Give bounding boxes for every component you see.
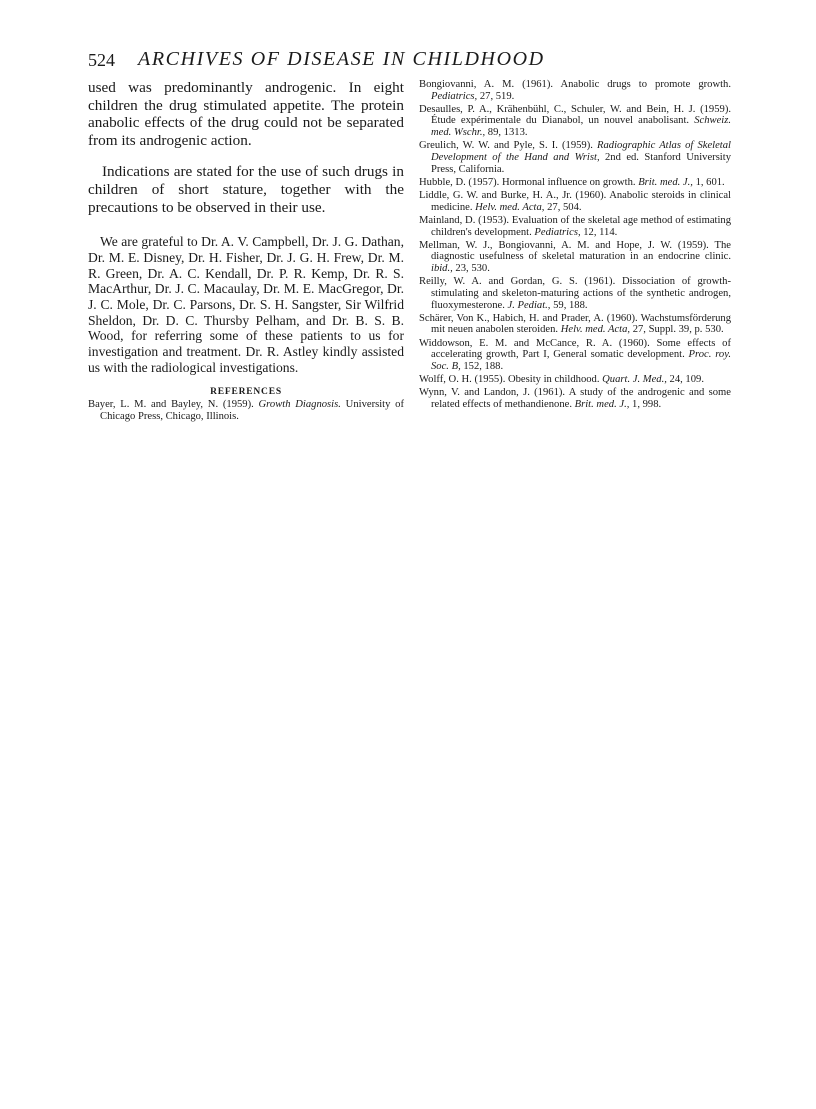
reference-item: Schärer, Von K., Habich, H. and Prader, A. (1960). Wachstumsförderung mit neuen anabolen steroiden. Helv. med. Acta, 27, Suppl. 39, p. 530. [419, 312, 731, 336]
reference-item: Widdowson, E. M. and McCance, R. A. (1960). Some effects of accelerating growth, Part I, General somatic development. Proc. roy. Soc. B, 152, 188. [419, 337, 731, 372]
reference-item: Hubble, D. (1957). Hormonal influence on growth. Brit. med. J., 1, 601. [419, 176, 725, 188]
reference-list-left [88, 399, 404, 421]
reference-item: Wynn, V. and Landon, J. (1961). A study of the androgenic and some related effects of methandienone. Brit. med. J., 1, 998. [419, 387, 731, 410]
body-paragraph: Indications are stated for the use of such drugs in children of short stature, together with the precautions to be observed in their use. [88, 163, 404, 216]
reference-item: Bongiovanni, A. M. (1961). Anabolic drugs to promote growth. Pediatrics, 27, 519. [419, 79, 731, 102]
left-column [88, 79, 404, 423]
acknowledgment-paragraph: We are grateful to Dr. A. V. Campbell, Dr. J. G. Dathan, Dr. M. E. Disney, Dr. H. Fisher, Dr. J. G. H. Frew, Dr. M. R. Green, Dr. A. C. Kendall, Dr. P. R. Kemp, Dr. R. S. MacArthur, Dr. J. C. Macaulay, Dr. M. E. MacGregor, Dr. J. C. Mole, Dr. C. Parsons, Dr. S. H. Sangster, Sir Wilfrid Sheldon, Dr. D. C. Thursby Pelham, and Dr. B. S. B. Wood, for referring some of these patients to us for investigation and treatment. Dr. R. Astley kindly assisted us with the radiological investigations. [88, 234, 404, 375]
reference-item: Desaulles, P. A., Krähenbühl, C., Schuler, W. and Bein, H. J. (1959). Étude expérimentale du Dianabol, un nouvel anabolisant. Schweiz. med. Wschr., 89, 1313. [419, 103, 731, 139]
reference-item: Liddle, G. W. and Burke, H. A., Jr. (1960). Anabolic steroids in clinical medicine. Helv. med. Acta, 27, 504. [419, 190, 731, 213]
references-heading: REFERENCES [210, 387, 282, 398]
reference-item: Reilly, W. A. and Gordan, G. S. (1961). Dissociation of growth-stimulating and skeleton-maturing actions of the synthetic androgen, fluoxymesterone. J. Pediat., 59, 188. [419, 276, 731, 311]
body-paragraph: used was predominantly androgenic. In eight children the drug stimulated appetite. The protein anabolic effects of the drug could not be separated from its androgenic action. [88, 79, 404, 149]
right-column [419, 79, 731, 412]
reference-item: Wolff, O. H. (1955). Obesity in childhood. Quart. J. Med., 24, 109. [419, 374, 704, 386]
reference-item: Bayer, L. M. and Bayley, N. (1959). Growth Diagnosis. University of Chicago Press, Chicago, Illinois. [88, 399, 404, 422]
reference-item: Mellman, W. J., Bongiovanni, A. M. and Hope, J. W. (1959). The diagnostic usefulness of skeletal maturation in an endocrine clinic. ibid., 23, 530. [419, 239, 731, 275]
reference-item: Mainland, D. (1953). Evaluation of the skeletal age method of estimating children's development. Pediatrics, 12, 114. [419, 214, 731, 238]
reference-item: Greulich, W. W. and Pyle, S. I. (1959). Radiographic Atlas of Skeletal Development of the Hand and Wrist, 2nd ed. Stanford University Press, California. [419, 140, 731, 175]
journal-title: ARCHIVES OF DISEASE IN CHILDHOOD [138, 48, 545, 70]
page-number: 524 [88, 50, 115, 70]
